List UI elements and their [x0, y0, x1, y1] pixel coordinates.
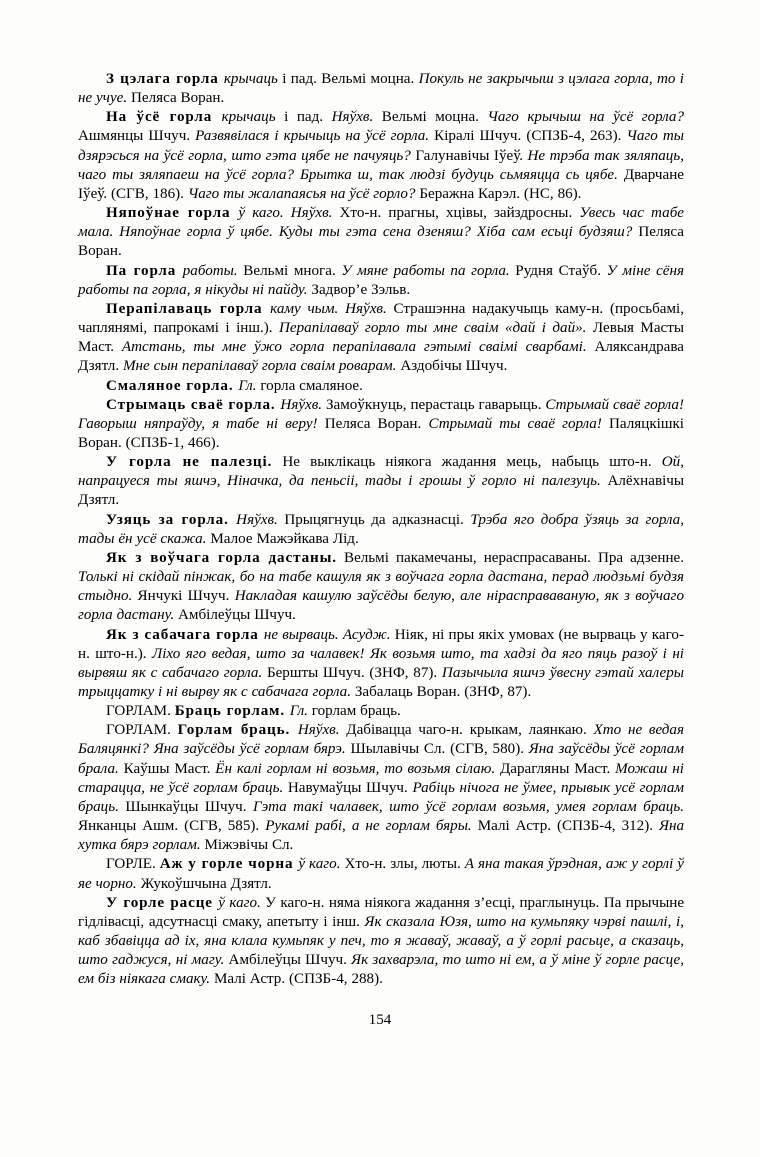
dictionary-entry	[78, 549, 684, 626]
entry-illustration: Атстань, ты мне ўжо горла перапілавала гэтымі сваімі сварбамі.	[121, 339, 587, 356]
entry-definition: Пеляса Воран.	[317, 415, 429, 432]
entry-illustration: Гэта такі чалавек, што ўсё горлам возьмя, умея горлам браць.	[253, 798, 684, 815]
entry-illustration: Покуль не закрычыш з цэлага горла, то і не учуе.	[78, 71, 684, 107]
entry-definition: Янчукі Шчуч.	[132, 588, 235, 605]
entry-illustration: Яна хутка бярэ горлам.	[78, 818, 684, 854]
entry-illustration: Рукамі рабі, а не горлам бяры.	[265, 818, 472, 835]
entry-illustration: Няўхв.	[297, 722, 340, 739]
entry-definition: Каўшы Маст.	[118, 760, 216, 777]
entry-definition: Янканцы Ашм. (СГВ, 585).	[78, 818, 266, 835]
entry-definition: Малое Мажэйкава Лід.	[206, 530, 359, 547]
entry-headword: У горле расце	[106, 894, 219, 911]
dictionary-entry	[78, 377, 684, 396]
entry-definition: Дварчане Іўеў. (СГВ, 186).	[78, 166, 684, 202]
dictionary-entry	[78, 300, 684, 377]
entry-illustration: Трэба яго добра ўзяць за горла, тады ён усё скажа.	[78, 511, 684, 547]
entry-definition: Малі Астр. (СПЗБ-4, 312).	[471, 818, 660, 835]
entry-definition: і пад. Вельмі моцна.	[277, 71, 419, 87]
entry-definition: Пеляса Воран.	[78, 224, 685, 260]
entry-definition: Дарагляны Маст.	[495, 760, 616, 777]
entry-illustration: Перапілаваў горло ты мне сваім «дай і дай».	[279, 320, 587, 337]
dictionary-entry	[78, 108, 684, 204]
entry-definition: Беражна Карэл. (НС, 86).	[415, 185, 582, 202]
entry-illustration: Гл.	[238, 377, 257, 394]
entry-definition: Галунавічы Іўеў.	[410, 147, 528, 164]
entry-definition: Амбілеўцы Шчуч.	[174, 607, 296, 624]
dictionary-entry	[78, 204, 684, 261]
entry-illustration: Мне сын перапілаваў горла сваім роварам.	[122, 358, 397, 375]
entry-illustration: Няўхв.	[280, 396, 323, 413]
entry-illustration: У мяне работы па горла.	[341, 262, 510, 279]
entry-headword: У горла не палезці.	[106, 454, 273, 471]
entry-illustration: Чаго крычыш на ўсё горла?	[487, 109, 685, 126]
dictionary-entry	[78, 894, 684, 990]
entry-definition: Ашмянцы Шчуч.	[78, 128, 196, 145]
entry-illustration: Толькі ні скідай пінжак, бо на табе кашуля як з воўчага горла дастана, перад людзьмі будзя стыдно.	[78, 569, 684, 605]
entry-illustration: Як сказала Юзя, што на кумьпяку чэрві пашлі, і, каб збавіцца ад іх, яна клала кумьпяк у печ, то я жаваў, жаваў, а ў горлі расьце, а сказаць, што гаджуся, ні магу.	[78, 913, 685, 969]
entry-illustration: не вырваць. Асудж.	[263, 626, 391, 643]
dictionary-entry	[78, 262, 684, 300]
entry-definition: Пеляса Воран.	[127, 90, 225, 107]
entry-illustration: А яна такая ўрэдная, аж у горлі ў яе чорно.	[78, 856, 684, 892]
entry-definition: ГОРЛЕ.	[106, 856, 160, 873]
entry-definition: Навумаўцы Шчуч.	[283, 779, 413, 796]
entry-definition: і пад.	[275, 109, 332, 126]
entry-definition: Жукоўшчына Дзятл.	[136, 875, 272, 892]
entry-definition: Прыцягнуць да адказнасці.	[277, 511, 471, 528]
dictionary-entry	[78, 721, 684, 855]
entry-definition: Малі Астр. (СПЗБ-4, 288).	[210, 971, 383, 988]
entry-definition: Паляцкішкі Воран. (СПЗБ-1, 466).	[78, 415, 684, 451]
entry-illustration: Чаго ты жалапаясья на ўсё горло?	[187, 185, 416, 202]
entry-definition: Забалаць Воран. (ЗНФ, 87).	[350, 684, 532, 700]
entry-definition: горлам браць.	[307, 703, 401, 720]
entry-illustration: крычаць	[221, 109, 276, 126]
entry-definition: Бершты Шчуч. (ЗНФ, 87).	[262, 664, 442, 681]
entry-illustration: Няўхв.	[331, 109, 374, 126]
entry-definition: Задвор’е Зэльв.	[307, 281, 411, 298]
entry-definition: Не выклікаць ніякога жадання мець, набыць што-н.	[272, 454, 662, 471]
entry-headword: На ўсё горла	[106, 109, 222, 126]
entry-illustration: Не трэба так зяляпаць, чаго ты зяляпаеш на ўсё горла? Брытка ш, так людзі будуць сьмяяцца сь цябе.	[78, 147, 684, 183]
entry-illustration: Гл.	[289, 703, 308, 720]
entry-illustration: Накладая кашулю заўсёды белую, але нірасправаваную, як з воўчаго горла дастану.	[78, 588, 684, 624]
entry-definition: ГОРЛАМ.	[106, 703, 175, 720]
entry-illustration: У міне сёня работы па горла, я нікуды ні пайду.	[78, 262, 684, 298]
entry-definition: Вельмі пакамечаны, нераспрасаваны. Пра адзенне.	[336, 549, 684, 566]
entry-definition: Шынкаўцы Шчуч.	[118, 798, 254, 815]
entry-definition: Замоўкнуць, перастаць гаварыць.	[322, 396, 546, 413]
entry-definition: Амбілеўцы Шчуч.	[224, 952, 352, 969]
entry-definition: Міжэвічы Сл.	[200, 837, 294, 854]
entry-illustration: Стрымай ты сваё горла!	[428, 415, 602, 432]
entry-illustration: ў каго.	[218, 894, 261, 911]
entry-illustration: ў каго. Няўхв.	[238, 205, 333, 222]
dictionary-entry	[78, 511, 684, 549]
entry-definition: Страшэнна надакучыць каму-н. (просьбамі, чаплянямі, папрокамі і інш.).	[78, 300, 684, 337]
entry-illustration: каму чым. Няўхв.	[270, 300, 387, 317]
entry-definition: горла смаляное.	[256, 377, 363, 394]
entry-illustration: Пазычыла яшчэ ўвесну гэтай халеры трыццатку і ні вырву як с сабачага горла.	[78, 664, 685, 700]
entry-headword: Узяць за горла.	[106, 511, 237, 528]
page-number: 154	[368, 1012, 392, 1028]
entry-illustration: работы.	[182, 262, 238, 279]
entry-definition: Кіралі Шчуч. (СПЗБ-4, 263).	[429, 128, 627, 145]
entry-definition: Дабівацца чаго-н. крыкам, лаянкаю.	[339, 722, 594, 739]
entry-headword: Браць горлам.	[174, 703, 290, 720]
entry-illustration: крычаць	[223, 71, 278, 87]
entry-definition: Аляксандрава Дзятл.	[78, 339, 684, 375]
dictionary-entry	[78, 70, 684, 108]
entry-definition: Рудня Стаўб.	[509, 262, 607, 279]
entry-headword: Стрымаць сваё горла.	[106, 396, 281, 413]
dictionary-entry	[78, 702, 684, 721]
entry-headword: Як з воўчага горла дастаны.	[106, 549, 337, 566]
dictionary-entry	[78, 626, 684, 703]
entry-headword: З цэлага горла	[106, 71, 224, 87]
entry-illustration: Стрымай сваё горла! Гаворыш няпраўду, я табе ні веру!	[78, 396, 684, 432]
entry-definition: Вельмі моцна.	[373, 109, 488, 126]
dictionary-entry	[78, 453, 684, 510]
entry-headword: Як з сабачага горла	[106, 626, 264, 643]
entry-illustration: Чаго ты дзярэсься на ўсё горла, што гэта цябе не пачуяць?	[78, 128, 684, 164]
dictionary-entry	[78, 396, 684, 453]
entry-illustration: Яна заўсёды ўсё горлам брала.	[78, 741, 684, 777]
entry-headword: Аж у горле чорна	[159, 856, 299, 873]
entry-definition: Ніяк, ні пры якіх умовах (не вырваць у каго-н. што-н.).	[78, 626, 684, 662]
page-body	[78, 70, 684, 990]
dictionary-entry	[78, 855, 684, 893]
entry-illustration: Ён калі горлам ні возьмя, то возьмя сілаю.	[215, 760, 496, 777]
entry-definition: Алёхнавічы Дзятл.	[78, 473, 684, 509]
entry-illustration: Як захварэла, то што ні ем, а ў міне ў горле расце, ем біз ніякага смаку.	[78, 952, 685, 988]
entry-headword: Няпоўнае горла	[106, 205, 239, 222]
entry-headword: Па горла	[106, 262, 183, 279]
entry-definition: Хто-н. злы, люты.	[340, 856, 465, 873]
entry-definition: У каго-н. няма ніякога жадання з’есці, праглынуць. Па прычыне гідлівасці, адсутнасці смаку, апетыту і інш.	[78, 894, 685, 930]
entry-definition: Левыя Масты Маст.	[78, 320, 684, 356]
entry-illustration: Няўхв.	[236, 511, 278, 528]
entry-definition: Вельмі многа.	[237, 262, 342, 279]
entry-illustration: Ой, напрацуеся ты яшчэ, Ніначка, да пеньсіі, тады і грошы ў горло ні палезуць.	[78, 454, 684, 490]
entry-headword: Перапілаваць горла	[106, 300, 271, 317]
entry-illustration: Можаш ні старацца, не ўсё горлам браць.	[78, 760, 684, 796]
entry-definition: ГОРЛАМ.	[106, 722, 178, 739]
entry-definition: Аздобічы Шчуч.	[396, 358, 508, 375]
entry-definition: Шылавічы Сл. (СГВ, 580).	[345, 741, 529, 758]
entry-illustration: Рабіць нічога не ўмее, прывык усё горлам браць.	[78, 779, 685, 815]
entry-illustration: Хто не ведая Баляцянкі? Яна заўсёды ўсё горлам бярэ.	[78, 722, 684, 758]
entry-definition: Хто-н. прагны, хцівы, зайздросны.	[332, 205, 580, 222]
entry-headword: Смаляное горла.	[106, 377, 239, 394]
entry-illustration: Развявілася і крычыць на ўсё горла.	[195, 128, 430, 145]
entry-headword: Горлам браць.	[177, 722, 298, 739]
entry-illustration: ў каго.	[298, 856, 341, 873]
entry-illustration: Ліхо яго ведая, што за чалавек! Як возьмя што, та хадзі да яго пяць разоў і ні вырвяш як с сабачаго горла.	[78, 645, 685, 681]
entry-illustration: Увесь час табе мала. Няпоўнае горла ў цябе. Куды ты гэта сена дзеняш? Хіба сам есьці будзяш?	[78, 205, 684, 241]
